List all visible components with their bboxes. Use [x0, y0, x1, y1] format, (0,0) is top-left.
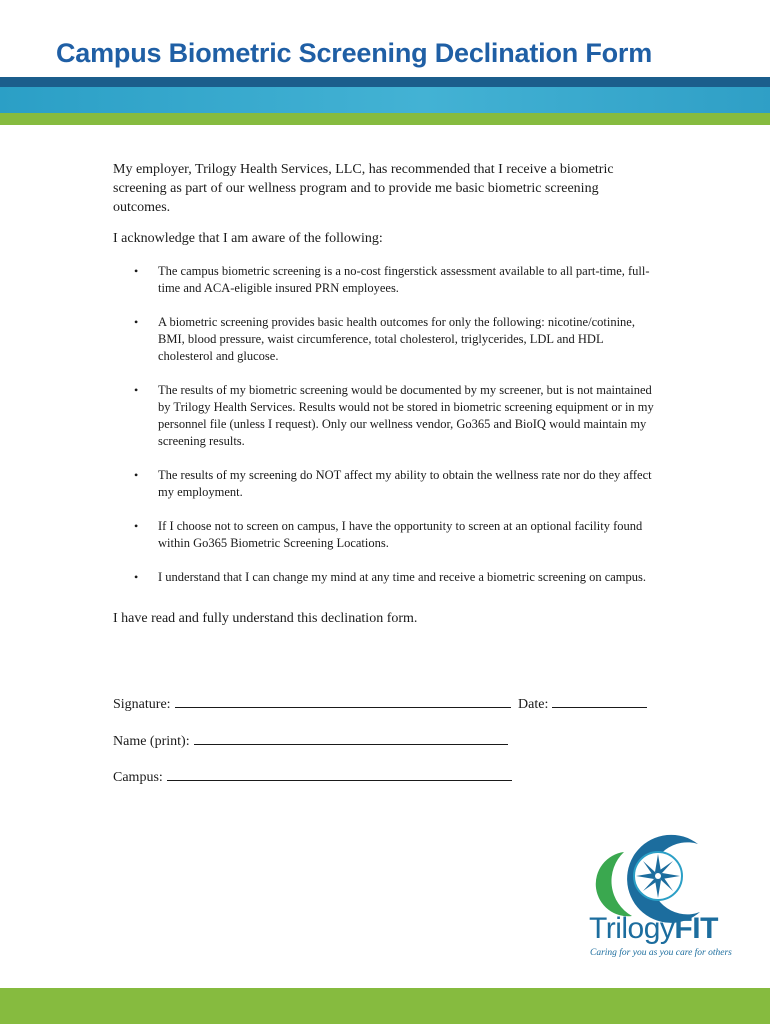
header-band-navy	[0, 77, 770, 87]
intro-paragraph: My employer, Trilogy Health Services, LLC, has recommended that I receive a biometric screening as part of our wellness program and to provide me basic biometric screening outcomes.	[113, 162, 614, 215]
wordmark-fit: FIT	[674, 912, 718, 945]
name-row	[113, 731, 508, 751]
date-field[interactable]	[552, 694, 647, 708]
form-body	[113, 160, 658, 628]
form-title: Campus Biometric Screening Declination Form	[56, 38, 653, 68]
bullet-icon: •	[134, 570, 139, 584]
bullet-icon: •	[134, 315, 139, 329]
list-item-text: If I choose not to screen on campus, I have the opportunity to screen at an optional facility found within Go365 Biometric Screening Locations.	[158, 519, 643, 550]
date-label: Date:	[518, 697, 549, 712]
header-band-green	[0, 113, 770, 125]
campus-row	[113, 767, 512, 787]
list-item	[113, 569, 658, 586]
name-label: Name (print):	[113, 734, 190, 749]
signature-field[interactable]	[175, 694, 511, 708]
bullet-icon: •	[134, 468, 139, 482]
campus-field[interactable]	[167, 767, 512, 781]
campus-label: Campus:	[113, 770, 163, 785]
signature-label: Signature:	[113, 697, 171, 712]
list-item-text: The results of my screening do NOT affect my ability to obtain the wellness rate nor do they affect my employment.	[158, 468, 652, 499]
list-item	[113, 263, 658, 297]
footer-band-green	[0, 988, 770, 1024]
signature-row	[113, 694, 647, 714]
list-item-text: A biometric screening provides basic health outcomes for only the following: nicotine/cotinine, BMI, blood pressure, waist circumference, total cholesterol, triglycerides, LDL and HDL cholesterol and glucose.	[158, 315, 635, 363]
list-item	[113, 518, 658, 552]
header-band-teal	[0, 87, 770, 113]
logo-tagline: Caring for you as you care for others	[590, 948, 732, 958]
bullet-icon: •	[134, 264, 139, 278]
bullet-icon: •	[134, 383, 139, 397]
bullet-icon: •	[134, 519, 139, 533]
list-item	[113, 314, 658, 365]
acknowledgement-list	[113, 263, 658, 586]
list-item-text: The campus biometric screening is a no-cost fingerstick assessment available to all part-time, full-time and ACA-eligible insured PRN employees.	[158, 264, 650, 295]
trilogyfit-wordmark	[589, 912, 718, 946]
wordmark-trilogy: Trilogy	[589, 912, 675, 945]
list-item-text: I understand that I can change my mind at any time and receive a biometric screening on campus.	[158, 570, 647, 584]
name-field[interactable]	[194, 731, 508, 745]
list-item	[113, 382, 658, 450]
list-item-text: The results of my biometric screening would be documented by my screener, but is not maintained by Trilogy Health Services. Results would not be stored in biometric screening equipment or in my personnel file (unless I request). Only our wellness vendor, Go365 and BioIQ would maintain my screening results.	[158, 383, 654, 448]
acknowledge-paragraph: I acknowledge that I am aware of the following:	[113, 231, 383, 246]
list-item	[113, 467, 658, 501]
read-statement: I have read and fully understand this declination form.	[113, 611, 418, 626]
